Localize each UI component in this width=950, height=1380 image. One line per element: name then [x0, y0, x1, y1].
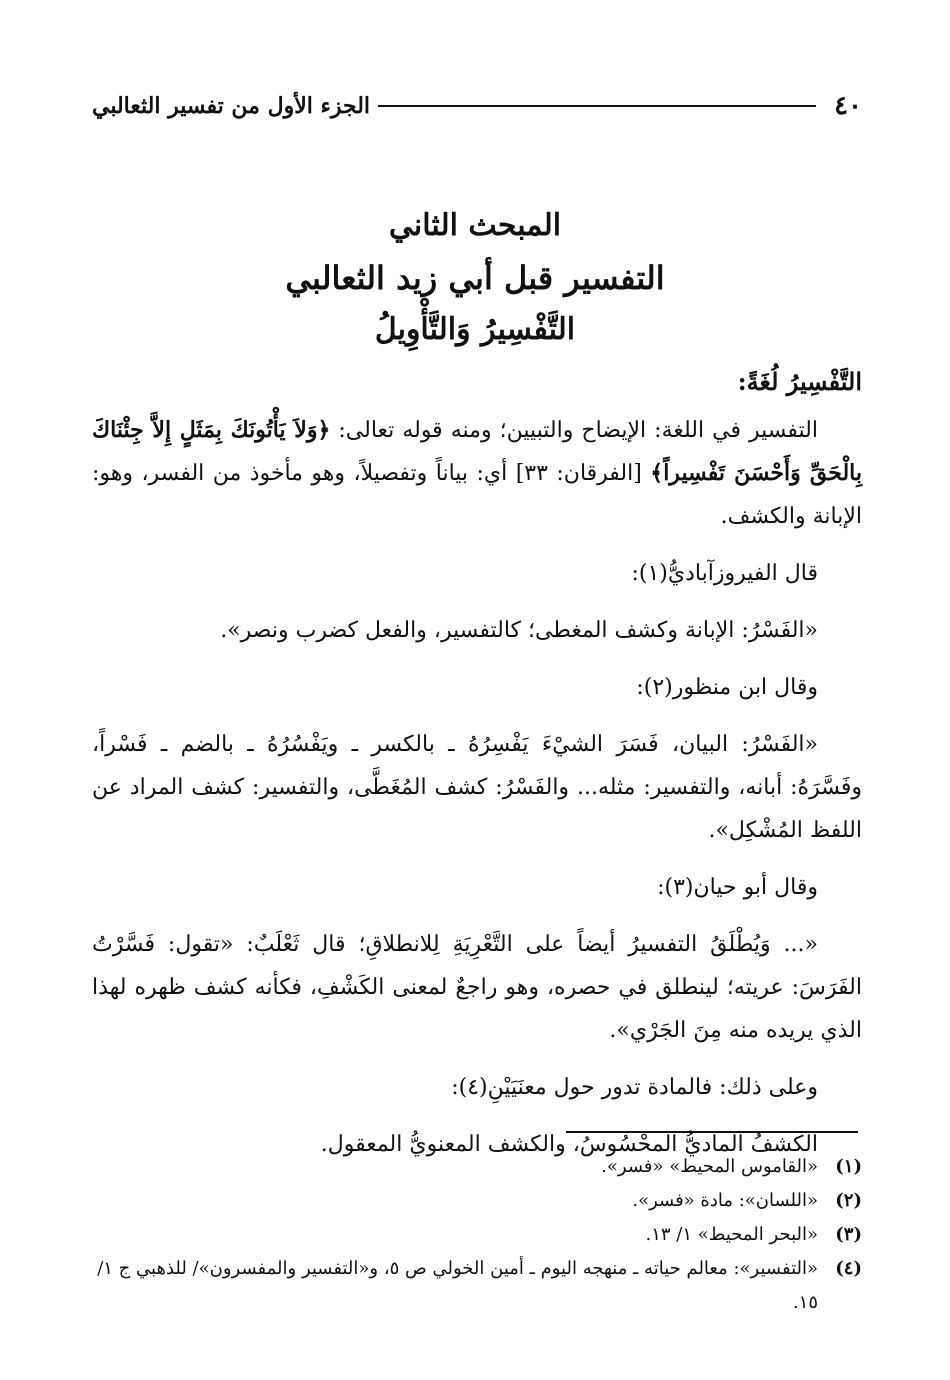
topic-title: التَّفْسِيرُ وَالتَّأْوِيلُ [374, 312, 576, 347]
chapter-title: التفسير قبل أبي زيد الثعالبي [285, 259, 665, 297]
subheading: التَّفْسِيرُ لُغَةً: [737, 367, 862, 396]
footnote-number: (١) [835, 1156, 862, 1177]
quote-3: «... وَيُطْلَقُ التفسيرُ أيضاً على التَّعْرِيَةِ لِلانطلاقِ؛ قال ثَعْلَبٌ: «تقول: فَسَّرْتُ الفَرَسَ: عريته؛ لينطلق في حصره، وهو راجعٌ لمعنى الكَشْفِ، فكأنه كشف ظهره لهذا الذي يريده منه مِنَ الجَرْي». [92, 932, 862, 1043]
quran-verse: ﴿وَلاَ يَأْتُونَكَ بِمَثَلٍ إِلاَّ جِئْنَاكَ بِالْحَقِّ وَأَحْسَنَ تَفْسِيراً﴾ [92, 417, 862, 486]
header-rule [378, 105, 816, 107]
footnote-text: «اللسان»: مادة «فسر». [632, 1190, 818, 1211]
footnote-text: «التفسير»: معالم حياته ـ منهجه اليوم ـ أمين الخولي ص ٥، و«التفسير والمفسرون»/ للذهبي ج ١/ ١٥. [97, 1258, 818, 1313]
footnote [92, 1150, 862, 1184]
body-text [92, 360, 862, 1180]
paragraph-1-text-b: [الفرقان: ٣٣] أي: بياناً وتفصيلاً، وهو مأخوذ من الفسر، وهو: الإبانة والكشف. [92, 461, 862, 529]
footnotes [92, 1150, 862, 1320]
footnote-number: (٣) [835, 1224, 862, 1245]
quote-1: «الفَسْرُ: الإبانة وكشف المغطى؛ كالتفسير، والفعل كضرب ونصر». [220, 618, 818, 643]
running-book-title: الجزء الأول من تفسير الثعالبي [92, 93, 371, 119]
paragraph-6: الكشفُ الماديُّ المحْسُوسُ، والكشف المعنويُّ المعقول. [320, 1132, 818, 1157]
paragraph-1 [92, 409, 862, 538]
quote-2: «الفَسْرُ: البيان، فَسَرَ الشيْءَ يَفْسِرُهُ ـ بالكسر ـ ويَفْسُرُهُ ـ بالضم ـ فَسْراً، وفَسَّرَهُ: أبانه، والتفسير: مثله... والفَسْرُ: كشف المُغَطَّى، والتفسير: كشف المراد عن اللفظ المُشْكِل». [92, 732, 862, 843]
footnote-number: (٢) [835, 1190, 862, 1211]
footnote [92, 1218, 862, 1252]
footnote-number: (٤) [835, 1258, 862, 1279]
paragraph-1-text-a: التفسير في اللغة: الإيضاح والتبيين؛ ومنه قوله تعالى: [330, 418, 818, 443]
footnote-separator [566, 1131, 858, 1133]
running-header [92, 88, 862, 124]
section-title: المبحث الثاني [388, 208, 562, 243]
page-number: ٤٠ [834, 91, 862, 121]
paragraph-4: وقال أبو حيان(٣): [657, 875, 818, 900]
paragraph-3: وقال ابن منظور(٢): [636, 675, 818, 700]
footnote-text: «القاموس المحيط» «فسر». [601, 1156, 818, 1177]
footnote [92, 1184, 862, 1218]
footnote-text: «البحر المحيط» ١/ ١٣. [645, 1224, 818, 1245]
chapter-titles [0, 200, 950, 356]
paragraph-2: قال الفيروزآباديُّ(١): [631, 561, 818, 586]
footnote [92, 1252, 862, 1320]
paragraph-5: وعلى ذلك: فالمادة تدور حول معنَيَيْنِ(٤): [451, 1075, 818, 1100]
